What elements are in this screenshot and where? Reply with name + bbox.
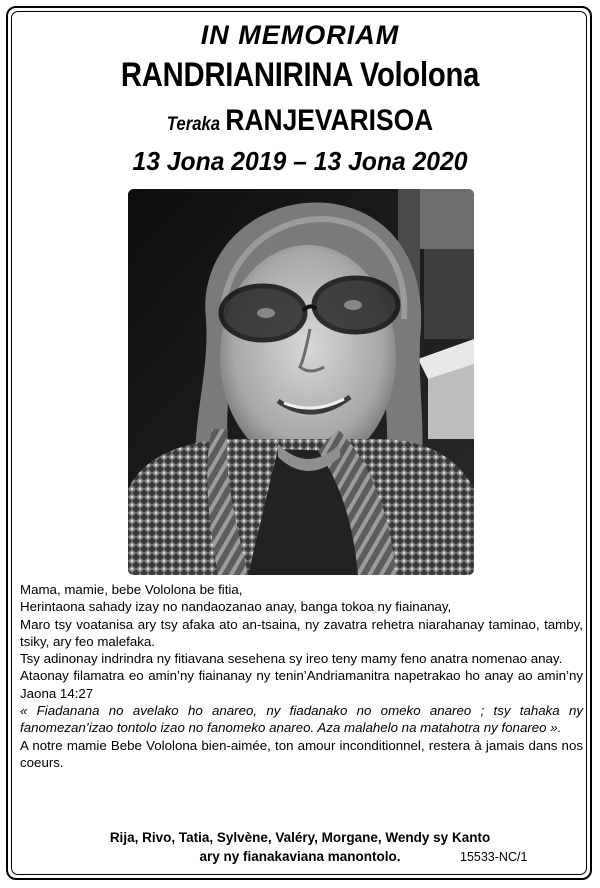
spouse-prefix: Teraka [166,114,221,135]
memoriam-title: IN MEMORIAM [200,20,400,50]
text-line: Herintaona sahady izay no nandaozanao anay, banga tokoa ny fiainanay, [20,599,452,615]
signature-names: Rija, Rivo, Tatia, Sylvène, Valéry, Morgane, Wendy sy Kanto [109,830,491,845]
text-line: Ataonay filamatra eo amin’ny fiainanay ny tenin’Andriamanitra napetrakao ho anay ao amin’ny Jaona 14:27 [20,668,583,701]
text-line: Tsy adinonay indrindra ny fitiavana sesehena sy ireo teny mamy feno anatra nomenao anay. [20,651,563,667]
text-line: Maro tsy voatanisa ary tsy afaka ato an-tsaina, ny zavatra rehetra niarahanay taminao, tamby, tsiky, ary feo malefaka. [20,616,583,649]
signature-family: ary ny fianakaviana manontolo. [199,849,401,864]
reference-code: 15533-NC/1 [460,850,528,864]
portrait-photo [128,189,474,575]
memorial-dates: 13 Jona 2019 – 13 Jona 2020 [132,146,468,176]
bible-quote: « Fiadanana no avelako ho anareo, ny fiadanako no omeko anareo ; tsy tahaka ny fanomezan’izao tontolo izao no fanomeko anareo. Aza malahelo na matahotra ny fonareo ». [20,703,583,736]
text-line: Mama, mamie, bebe Vololona be fitia, [20,582,243,597]
deceased-name: RANDRIANIRINA Vololona [120,56,480,94]
spouse-line [36,106,564,136]
spouse-name: RANJEVARISOA [225,104,434,137]
memorial-text [20,581,583,771]
closing-text: A notre mamie Bebe Vololona bien-aimée, ton amour inconditionnel, restera à jamais dans nos coeurs. [20,737,583,770]
